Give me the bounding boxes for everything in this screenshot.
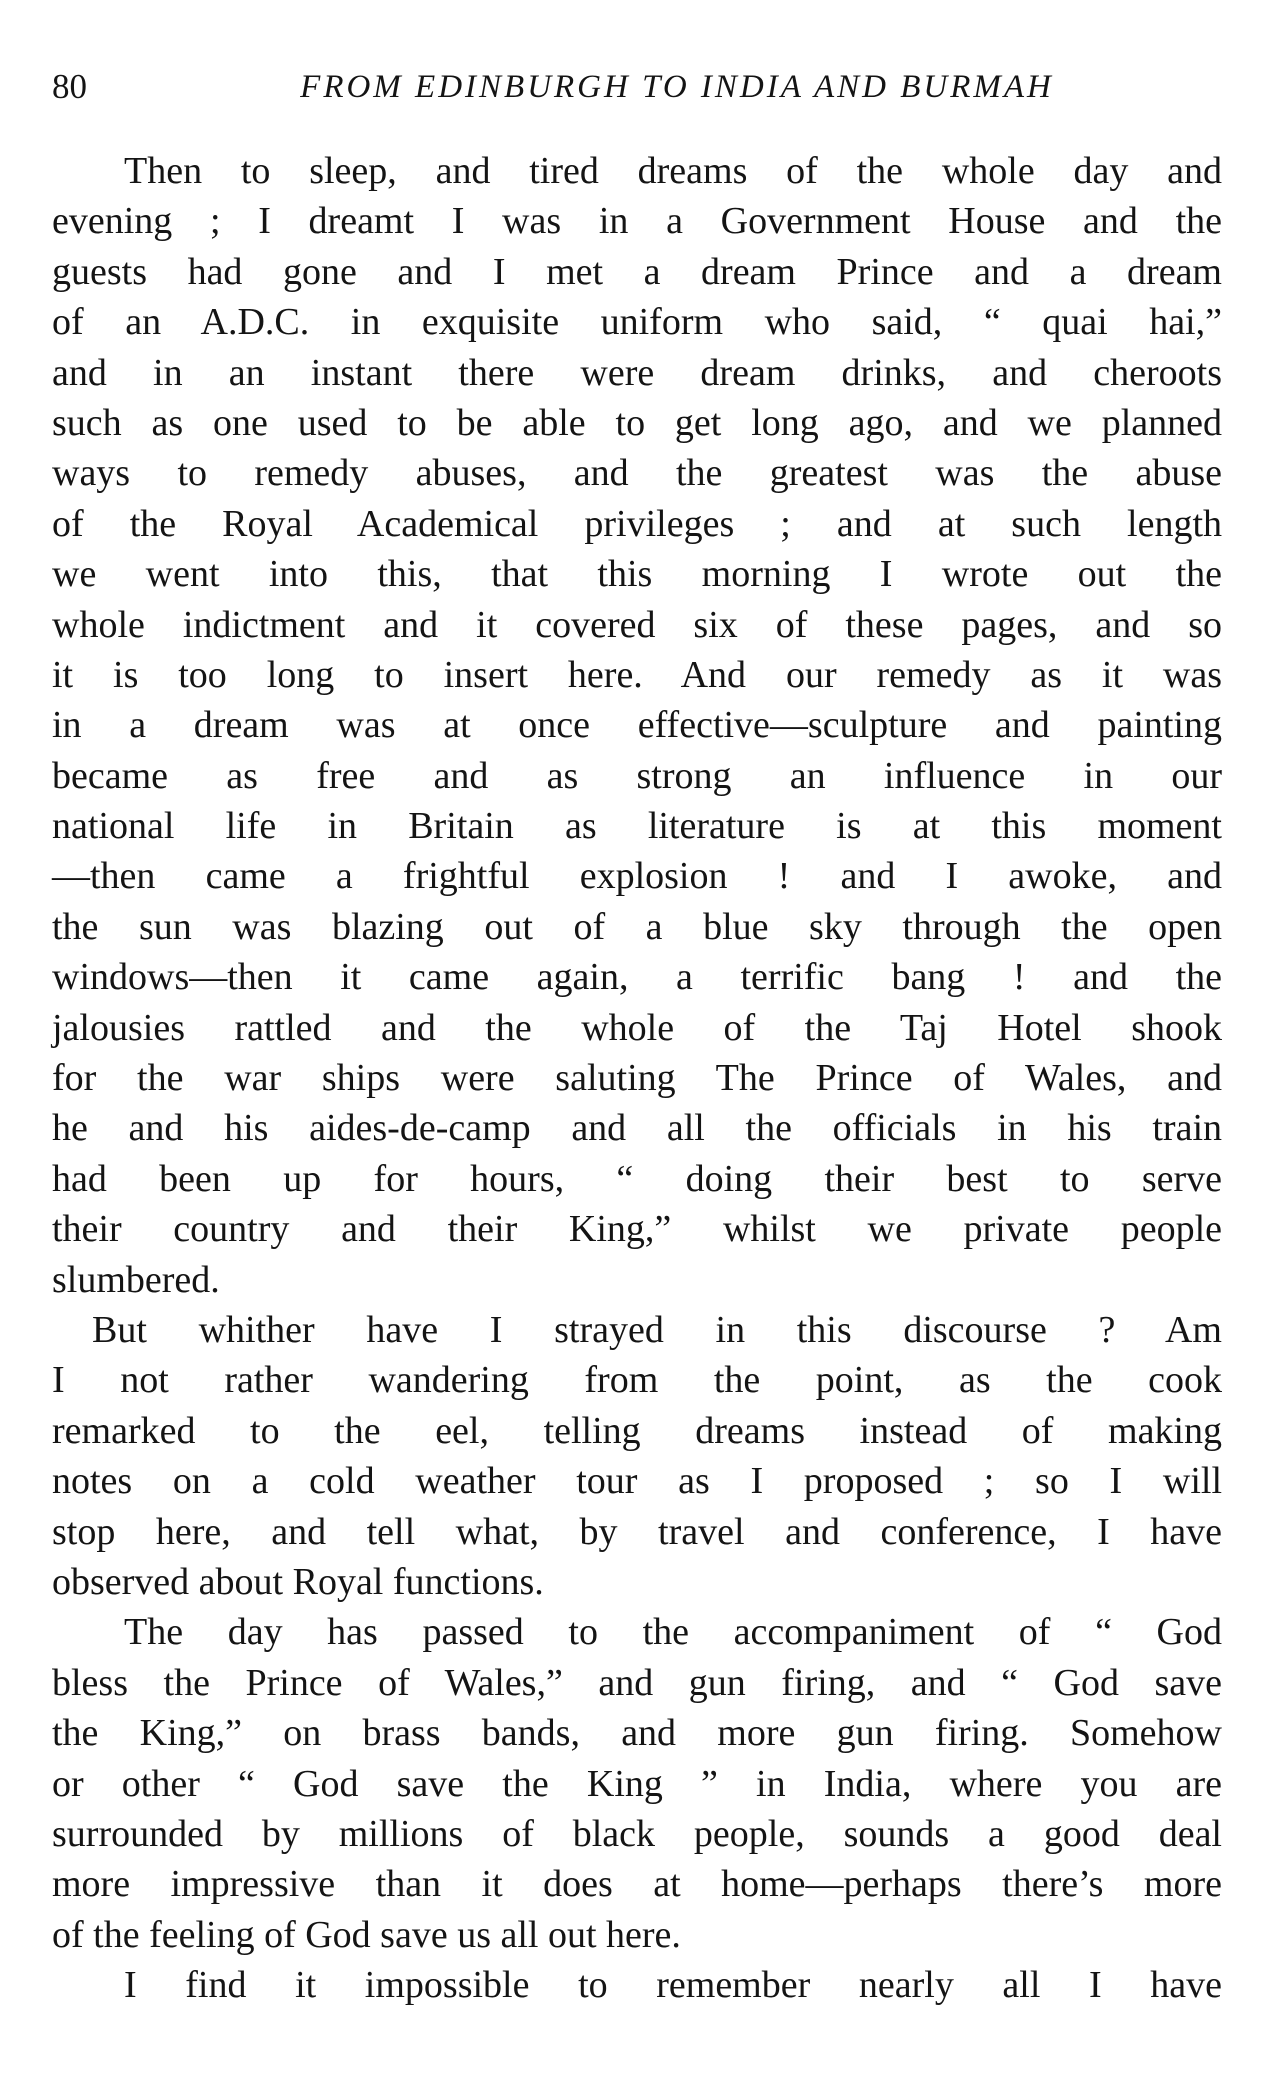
text-line: remarked to the eel, telling dreams instead of making (52, 1409, 1222, 1452)
text-line: whole indictment and it covered six of these pages, and so (52, 603, 1222, 646)
text-line: of the Royal Academical privileges ; and at such length (52, 502, 1222, 545)
text-line: the sun was blazing out of a blue sky through the open (52, 905, 1222, 948)
text-line: slumbered. (52, 1258, 220, 1301)
text-line: —then came a frightful explosion ! and I awoke, and (52, 855, 1222, 898)
text-line: notes on a cold weather tour as I proposed ; so I will (52, 1460, 1222, 1503)
text-line: and in an instant there were dream drinks, and cheroots (52, 351, 1222, 394)
text-line: of the feeling of God save us all out here. (52, 1913, 681, 1956)
text-line: guests had gone and I met a dream Prince and a dream (52, 250, 1222, 293)
running-header (52, 62, 1222, 112)
text-line: jalousies rattled and the whole of the Taj Hotel shook (52, 1006, 1222, 1049)
text-line: observed about Royal functions. (52, 1560, 544, 1603)
text-line: in a dream was at once effective—sculpture and painting (52, 704, 1222, 747)
text-line: surrounded by millions of black people, sounds a good deal (52, 1812, 1222, 1855)
text-line: I find it impossible to remember nearly all I have (124, 1964, 1222, 2007)
text-line: evening ; I dreamt I was in a Government House and the (52, 200, 1222, 243)
text-line: their country and their King,” whilst we private people (52, 1208, 1222, 1251)
text-line: the King,” on brass bands, and more gun firing. Somehow (52, 1712, 1222, 1755)
text-line: of an A.D.C. in exquisite uniform who said, “ quai hai,” (52, 301, 1222, 344)
text-line: we went into this, that this morning I wrote out the (52, 553, 1222, 596)
text-line: stop here, and tell what, by travel and conference, I have (52, 1510, 1222, 1553)
text-line: national life in Britain as literature is at this moment (52, 805, 1222, 848)
running-title: FROM EDINBURGH TO INDIA AND BURMAH (300, 69, 1054, 105)
text-line: Then to sleep, and tired dreams of the whole day and (124, 150, 1222, 192)
text-line: bless the Prince of Wales,” and gun firing, and “ God save (52, 1661, 1222, 1704)
text-line: such as one used to be able to get long ago, and we planned (52, 401, 1222, 444)
text-line: became as free and as strong an influence in our (52, 754, 1222, 797)
text-line: I not rather wandering from the point, as the cook (52, 1359, 1222, 1402)
text-line: windows—then it came again, a terrific bang ! and the (52, 956, 1222, 999)
body-text (52, 146, 1222, 2010)
text-line: or other “ God save the King ” in India, where you are (52, 1762, 1222, 1805)
text-line: for the war ships were saluting The Prince of Wales, and (52, 1057, 1222, 1100)
text-line: ways to remedy abuses, and the greatest was the abuse (52, 452, 1222, 495)
page-number: 80 (52, 67, 87, 106)
text-line: he and his aides-de-camp and all the officials in his train (52, 1107, 1222, 1150)
text-line: The day has passed to the accompaniment of “ God (124, 1611, 1222, 1654)
text-line: it is too long to insert here. And our remedy as it was (52, 653, 1222, 696)
text-line: more impressive than it does at home—perhaps there’s more (52, 1863, 1222, 1906)
text-line: But whither have I strayed in this discourse ? Am (92, 1308, 1222, 1351)
text-line: had been up for hours, “ doing their best to serve (52, 1157, 1222, 1200)
